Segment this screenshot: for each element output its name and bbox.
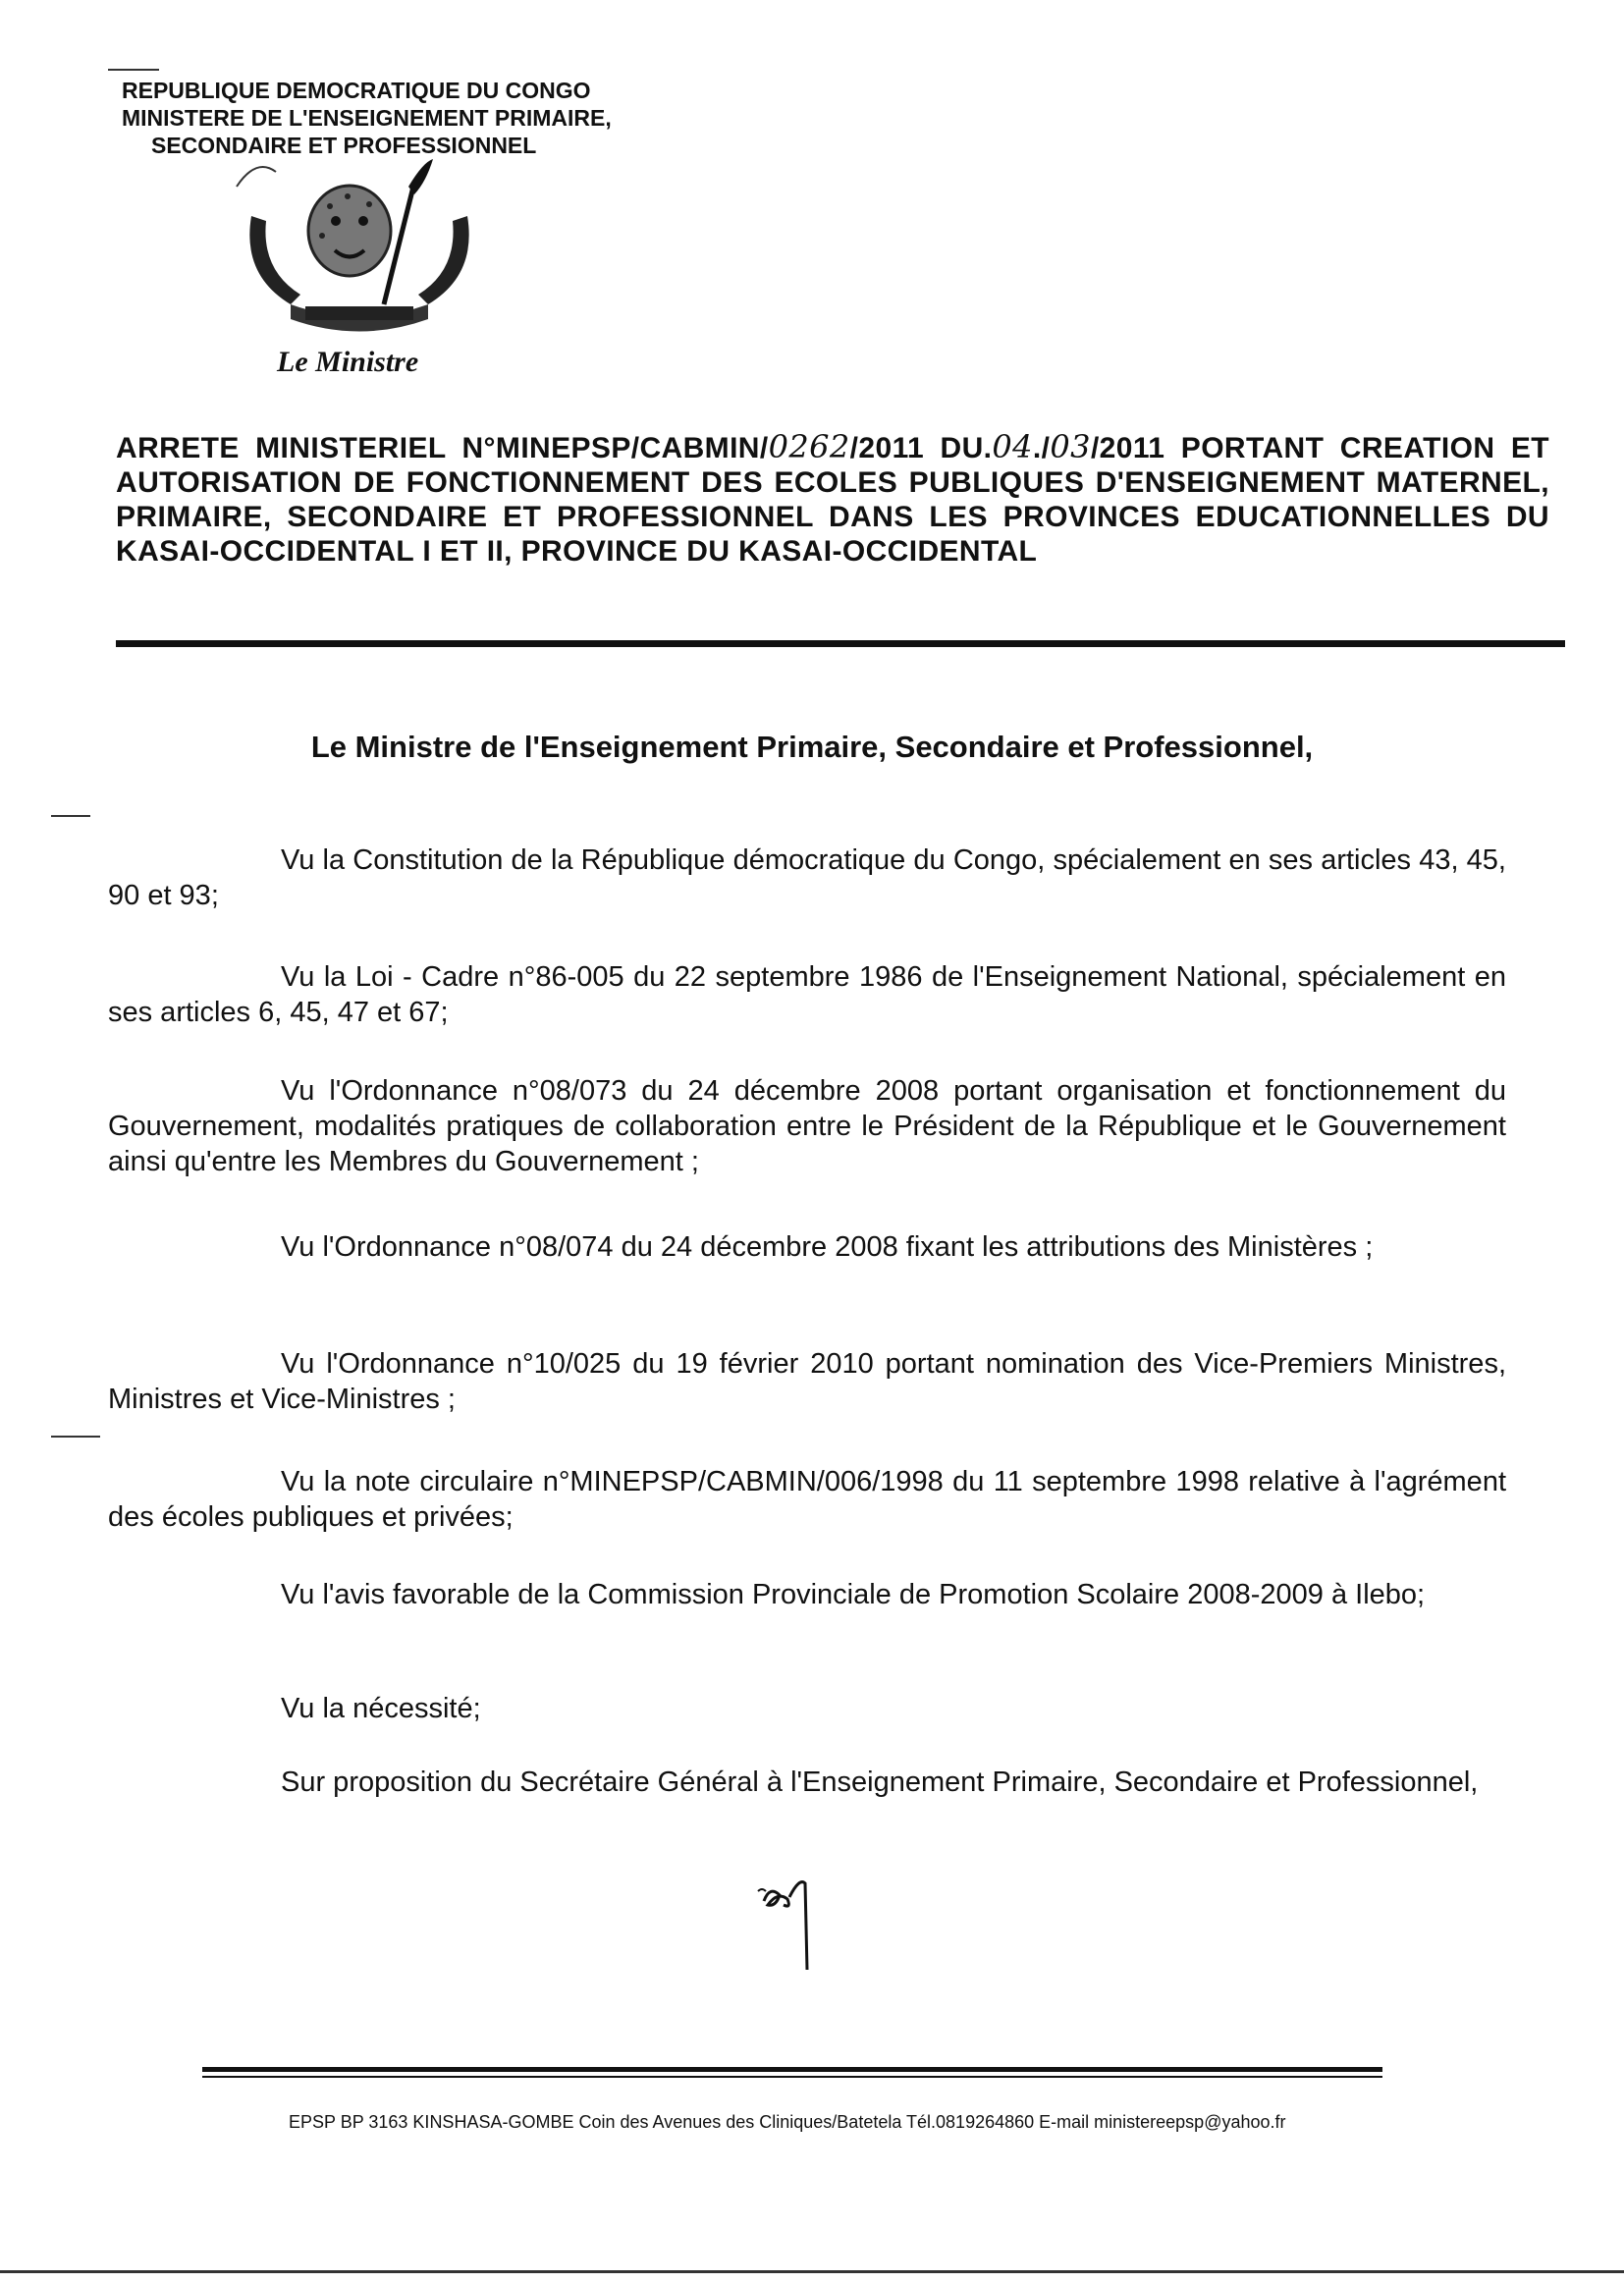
letterhead xyxy=(122,77,612,159)
title-divider xyxy=(116,640,1565,647)
vu-text: Sur proposition du Secrétaire Général à l'Enseignement Primaire, Secondaire et Professionnel, xyxy=(281,1767,1479,1798)
title-part-1: ARRETE MINISTERIEL N°MINEPSP/CABMIN/ xyxy=(116,432,769,464)
footer-divider-thin xyxy=(202,2076,1382,2078)
vu-paragraph-9 xyxy=(108,1765,1506,1800)
title-handwritten-number: 0262 xyxy=(768,428,850,465)
title-part-2: /2011 DU. xyxy=(849,432,993,464)
letterhead-ministry-line1: MINISTERE DE L'ENSEIGNEMENT PRIMAIRE, xyxy=(122,105,612,131)
vu-paragraph-5 xyxy=(108,1346,1506,1417)
vu-text: Vu l'avis favorable de la Commission Provinciale de Promotion Scolaire 2008-2009 à Ilebo; xyxy=(281,1579,1426,1610)
vu-paragraph-2 xyxy=(108,959,1506,1030)
decree-title xyxy=(116,430,1549,569)
vu-text: Vu l'Ordonnance n°08/074 du 24 décembre 2008 fixant les attributions des Ministères ; xyxy=(281,1231,1374,1263)
ministre-heading: Le Ministre de l'Enseignement Primaire, Secondaire et Professionnel, xyxy=(310,730,1314,764)
title-part-4: /2011 PORTANT CREATION ET AUTORISATION DE FONCTIONNEMENT DES ECOLES PUBLIQUES D'ENSEIGNEMENT MATERNEL, PRIMAIRE, SECONDAIRE ET PROFESSIONNEL DANS LES PROVINCES EDUCATIONNELLES DU KASAI-OCCIDENTAL I ET II, PROVINCE DU KASAI-OCCIDENTAL xyxy=(116,432,1549,568)
letterhead-ministry-line2: SECONDAIRE ET PROFESSIONNEL xyxy=(151,133,537,158)
title-handwritten-day: 04 xyxy=(992,428,1033,465)
vu-paragraph-3 xyxy=(108,1073,1506,1179)
le-ministre-signature-label: Le Ministre xyxy=(277,346,419,378)
vu-text: Vu la note circulaire n°MINEPSP/CABMIN/006/1998 du 11 septembre 1998 relative à l'agrément des écoles publiques et privées; xyxy=(108,1466,1506,1533)
vu-paragraph-8 xyxy=(108,1691,1506,1726)
vu-paragraph-4 xyxy=(108,1229,1506,1265)
vu-text: Vu la Loi - Cadre n°86-005 du 22 septembre 1986 de l'Enseignement National, spécialement en ses articles 6, 45, 47 et 67; xyxy=(108,961,1506,1028)
letterhead-republic: REPUBLIQUE DEMOCRATIQUE DU CONGO xyxy=(122,78,591,103)
vu-text: Vu l'Ordonnance n°10/025 du 19 février 2010 portant nomination des Vice-Premiers Ministres, Ministres et Vice-Ministres ; xyxy=(108,1348,1506,1415)
coat-of-arms-leopard-icon xyxy=(232,157,487,353)
vu-text: Vu la Constitution de la République démocratique du Congo, spécialement en ses articles 43, 45, 90 et 93; xyxy=(108,844,1506,911)
title-part-3: ./ xyxy=(1032,432,1051,464)
vu-text: Vu l'Ordonnance n°08/073 du 24 décembre 2008 portant organisation et fonctionnement du Gouvernement, modalités pratiques de collaboration entre le Président de la République et le Gouvernement ainsi qu'entre les Membres du Gouvernement ; xyxy=(108,1075,1506,1177)
handwritten-initials-icon xyxy=(756,1872,835,1980)
vu-text: Vu la nécessité; xyxy=(281,1693,481,1724)
footer-divider-thick xyxy=(202,2067,1382,2072)
title-handwritten-month: 03 xyxy=(1050,428,1091,465)
vu-paragraph-1 xyxy=(108,843,1506,913)
footer-address: EPSP BP 3163 KINSHASA-GOMBE Coin des Avenues des Cliniques/Batetela Tél.0819264860 E-mail ministereepsp@yahoo.fr xyxy=(289,2112,1286,2132)
vu-paragraph-6 xyxy=(108,1464,1506,1535)
vu-paragraph-7 xyxy=(108,1577,1506,1612)
